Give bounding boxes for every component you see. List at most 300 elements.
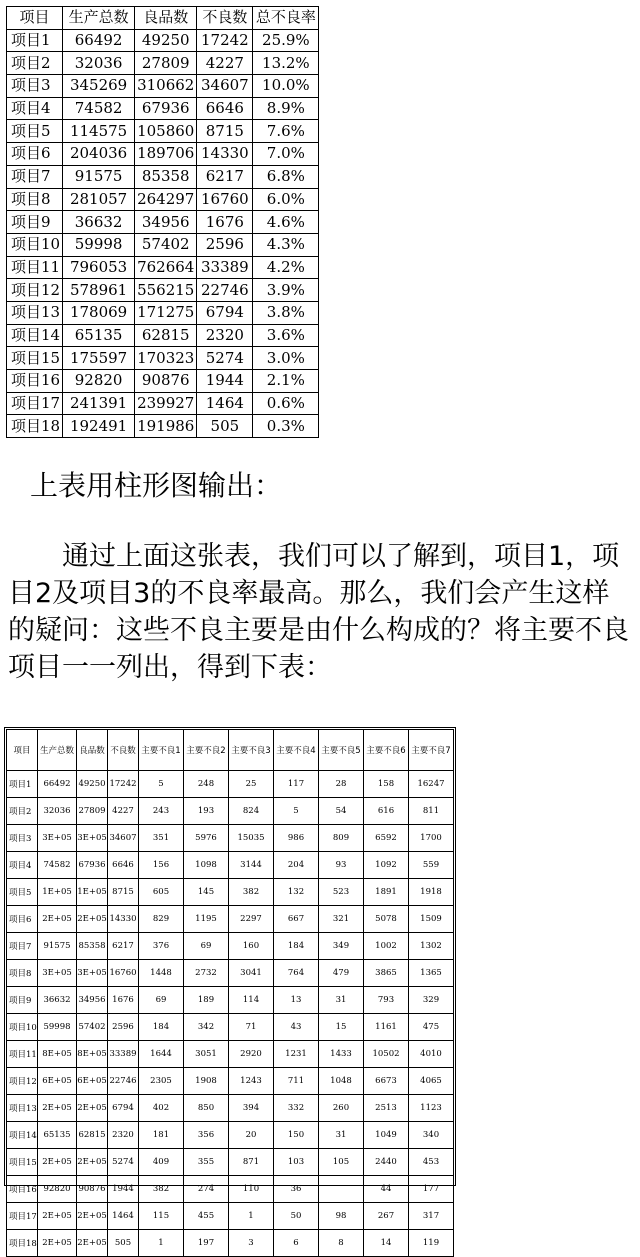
row-label: 项目12 [7,279,63,302]
table-cell: 34607 [108,825,139,852]
table-cell: 8715 [108,879,139,906]
table-cell: 114 [229,987,274,1014]
table-cell: 2513 [364,1095,409,1122]
row-label: 项目12 [7,1068,38,1095]
table-cell: 986 [274,825,319,852]
row-label: 项目7 [7,933,38,960]
row-label: 项目18 [7,1230,38,1257]
table-cell: 1098 [184,852,229,879]
table-cell: 14330 [108,906,139,933]
table-cell: 824 [229,798,274,825]
table-cell: 36632 [63,211,135,234]
table-cell: 809 [319,825,364,852]
table-row [7,1122,454,1149]
table-row [7,392,319,415]
table-cell: 453 [409,1149,454,1176]
table-cell: 260 [319,1095,364,1122]
table-row [7,1068,454,1095]
table-cell: 3E+05 [77,960,108,987]
table-cell: 2E+05 [38,906,77,933]
table-cell: 57402 [135,233,197,256]
table-cell: 6217 [197,165,253,188]
table-cell: 67936 [135,97,197,120]
table-cell: 6E+05 [77,1068,108,1095]
table-cell: 105860 [135,120,197,143]
table-cell: 8.9% [253,97,319,120]
table-cell: 616 [364,798,409,825]
table-cell: 1048 [319,1068,364,1095]
table-cell: 49250 [77,771,108,798]
table-cell: 62815 [135,324,197,347]
row-label: 项目5 [7,120,63,143]
table-cell: 49250 [135,29,197,52]
table-cell: 2320 [108,1122,139,1149]
table-cell: 1365 [409,960,454,987]
table-cell: 5 [139,771,184,798]
row-label: 项目15 [7,347,63,370]
table-cell: 184 [139,1014,184,1041]
row-label: 项目2 [7,52,63,75]
table-cell: 181 [139,1122,184,1149]
table-row [7,165,319,188]
table-cell: 317 [409,1203,454,1230]
table-cell: 4.3% [253,233,319,256]
table-cell: 6794 [108,1095,139,1122]
table-cell: 204 [274,852,319,879]
table-cell: 192491 [63,415,135,438]
table-row [7,347,319,370]
table-cell: 10.0% [253,75,319,98]
table-cell: 2732 [184,960,229,987]
table-cell: 189706 [135,143,197,166]
table-cell: 85358 [77,933,108,960]
table-cell: 69 [184,933,229,960]
analysis-paragraph: 通过上面这张表，我们可以了解到，项目1，项目2及项目3的不良率最高。那么，我们会产生这样的疑问：这些不良主要是由什么构成的？将主要不良项目一一列出，得到下表： [8,541,629,683]
table-cell: 197 [184,1230,229,1257]
table-cell: 4065 [409,1068,454,1095]
row-label: 项目14 [7,324,63,347]
table-cell: 90876 [135,370,197,393]
table-row [7,370,319,393]
table-row [7,301,319,324]
header-cell: 良品数 [135,7,197,30]
table-cell: 7.6% [253,120,319,143]
table-cell: 1464 [197,392,253,415]
table-cell: 33389 [197,256,253,279]
table-cell: 74582 [63,97,135,120]
row-label: 项目14 [7,1122,38,1149]
table-cell: 6.0% [253,188,319,211]
table-cell: 59998 [63,233,135,256]
table-row [7,233,319,256]
table-cell: 329 [409,987,454,1014]
table-cell: 1243 [229,1068,274,1095]
table-cell: 762664 [135,256,197,279]
row-label: 项目3 [7,75,63,98]
row-label: 项目7 [7,165,63,188]
table-cell: 175597 [63,347,135,370]
table-cell: 85358 [135,165,197,188]
table-cell: 189 [184,987,229,1014]
table-cell: 14330 [197,143,253,166]
table-cell: 479 [319,960,364,987]
table-row [7,120,319,143]
table-cell: 796053 [63,256,135,279]
table-cell: 1944 [108,1176,139,1203]
table-cell: 1644 [139,1041,184,1068]
table-row [7,97,319,120]
table-cell: 264297 [135,188,197,211]
table-cell: 1700 [409,825,454,852]
table-row [7,987,454,1014]
table-cell: 34956 [77,987,108,1014]
table-cell: 67936 [77,852,108,879]
table-cell: 667 [274,906,319,933]
table-row [7,933,454,960]
table-cell: 2305 [139,1068,184,1095]
table-cell: 3144 [229,852,274,879]
table-cell: 243 [139,798,184,825]
table-cell: 158 [364,771,409,798]
table-cell: 355 [184,1149,229,1176]
table-cell: 193 [184,798,229,825]
table-cell: 27809 [77,798,108,825]
table-row [7,771,454,798]
table-cell: 332 [274,1095,319,1122]
table-row [7,29,319,52]
table-cell: 22746 [197,279,253,302]
table-cell: 15035 [229,825,274,852]
table-cell: 27809 [135,52,197,75]
table-row [7,1230,454,1257]
table-cell: 239927 [135,392,197,415]
table-cell: 92820 [63,370,135,393]
table-cell: 1002 [364,933,409,960]
table-cell: 119 [409,1230,454,1257]
table-cell: 345269 [63,75,135,98]
table-cell: 103 [274,1149,319,1176]
row-label: 项目5 [7,879,38,906]
header-row [7,730,454,771]
table-cell: 115 [139,1203,184,1230]
table-cell: 394 [229,1095,274,1122]
table-cell: 31 [319,987,364,1014]
table-cell: 1049 [364,1122,409,1149]
table-cell: 8 [319,1230,364,1257]
table-cell: 475 [409,1014,454,1041]
table-cell: 6646 [108,852,139,879]
table-cell: 3051 [184,1041,229,1068]
table-cell: 0.3% [253,415,319,438]
table-cell: 3865 [364,960,409,987]
header-cell: 生产总数 [63,7,135,30]
table-cell: 3E+05 [38,960,77,987]
row-label: 项目16 [7,1176,38,1203]
table-cell: 4.6% [253,211,319,234]
table-cell: 17242 [108,771,139,798]
table-cell: 14 [364,1230,409,1257]
table-cell: 829 [139,906,184,933]
table-cell: 3.8% [253,301,319,324]
table-row [7,825,454,852]
table-cell: 66492 [63,29,135,52]
table-cell: 5976 [184,825,229,852]
table-cell: 16247 [409,771,454,798]
table-row [7,52,319,75]
table-cell: 1E+05 [38,879,77,906]
header-cell: 不良数 [108,730,139,771]
table-cell: 31 [319,1122,364,1149]
table-cell: 1195 [184,906,229,933]
table-cell: 2440 [364,1149,409,1176]
table-cell: 4227 [108,798,139,825]
header-cell: 主要不良3 [229,730,274,771]
header-cell: 总不良率 [253,7,319,30]
table-cell: 241391 [63,392,135,415]
table-cell: 25.9% [253,29,319,52]
table-cell: 4227 [197,52,253,75]
table-cell: 204036 [63,143,135,166]
table-cell: 6592 [364,825,409,852]
table-cell: 36 [274,1176,319,1203]
table-cell: 54 [319,798,364,825]
table-cell: 25 [229,771,274,798]
table-cell: 1676 [197,211,253,234]
row-label: 项目8 [7,960,38,987]
row-label: 项目9 [7,987,38,1014]
header-cell: 项目 [7,7,63,30]
table-cell: 160 [229,933,274,960]
table-cell: 28 [319,771,364,798]
table-cell: 3E+05 [77,825,108,852]
table-cell: 32036 [38,798,77,825]
table-cell: 321 [319,906,364,933]
table-cell: 1509 [409,906,454,933]
table-cell: 2E+05 [77,1095,108,1122]
table-cell: 1433 [319,1041,364,1068]
header-cell: 主要不良7 [409,730,454,771]
table-cell: 150 [274,1122,319,1149]
table-cell: 22746 [108,1068,139,1095]
table-cell: 6.8% [253,165,319,188]
table-cell: 43 [274,1014,319,1041]
header-cell: 主要不良6 [364,730,409,771]
table-cell: 3.9% [253,279,319,302]
table-cell: 69 [139,987,184,1014]
table-cell: 2E+05 [38,1230,77,1257]
table-cell: 711 [274,1068,319,1095]
table-cell: 65135 [63,324,135,347]
row-label: 项目6 [7,906,38,933]
row-label: 项目13 [7,301,63,324]
table-cell: 382 [229,879,274,906]
table-cell: 1302 [409,933,454,960]
table-cell: 92820 [38,1176,77,1203]
table-cell: 44 [364,1176,409,1203]
table-cell: 1891 [364,879,409,906]
table-cell: 98 [319,1203,364,1230]
table-row [7,1014,454,1041]
table-cell: 1676 [108,987,139,1014]
table-cell: 3041 [229,960,274,987]
table-cell: 340 [409,1122,454,1149]
table-cell: 1918 [409,879,454,906]
table-cell: 34956 [135,211,197,234]
table-cell: 16760 [197,188,253,211]
table-row [7,852,454,879]
row-label: 项目17 [7,392,63,415]
table-cell: 4.2% [253,256,319,279]
defect-rate-table [6,6,319,438]
chart-caption: 上表用柱形图输出： [30,469,283,502]
table-cell: 74582 [38,852,77,879]
table-cell: 178069 [63,301,135,324]
table-cell: 3E+05 [38,825,77,852]
table-cell [319,1176,364,1203]
row-label: 项目15 [7,1149,38,1176]
table-cell: 2596 [108,1014,139,1041]
table-cell: 5 [274,798,319,825]
row-label: 项目18 [7,415,63,438]
row-label: 项目4 [7,97,63,120]
row-label: 项目4 [7,852,38,879]
table-row [7,1041,454,1068]
row-label: 项目10 [7,1014,38,1041]
table-row [7,1203,454,1230]
table-cell: 342 [184,1014,229,1041]
table-row [7,1149,454,1176]
header-cell: 主要不良5 [319,730,364,771]
table-cell: 7.0% [253,143,319,166]
table-cell: 811 [409,798,454,825]
table-cell: 59998 [38,1014,77,1041]
table-row [7,798,454,825]
table-cell: 2297 [229,906,274,933]
header-cell: 主要不良1 [139,730,184,771]
table-cell: 248 [184,771,229,798]
table-cell: 1092 [364,852,409,879]
table-cell: 382 [139,1176,184,1203]
table-cell: 2E+05 [77,1203,108,1230]
table-cell: 402 [139,1095,184,1122]
table-cell: 1E+05 [77,879,108,906]
table-cell: 33389 [108,1041,139,1068]
table-cell: 1231 [274,1041,319,1068]
table-cell: 93 [319,852,364,879]
table-cell: 376 [139,933,184,960]
table-cell: 274 [184,1176,229,1203]
row-label: 项目1 [7,771,38,798]
table-cell: 605 [139,879,184,906]
table-cell: 1161 [364,1014,409,1041]
table-row [7,879,454,906]
table-cell: 32036 [63,52,135,75]
table-cell: 455 [184,1203,229,1230]
row-label: 项目3 [7,825,38,852]
table-row [7,1095,454,1122]
table-row [7,143,319,166]
table-row [7,279,319,302]
row-label: 项目6 [7,143,63,166]
header-cell: 主要不良4 [274,730,319,771]
row-label: 项目17 [7,1203,38,1230]
table-row [7,415,319,438]
header-cell: 主要不良2 [184,730,229,771]
table-cell: 10502 [364,1041,409,1068]
table-row [7,906,454,933]
table-cell: 184 [274,933,319,960]
table-row [7,75,319,98]
table-cell: 91575 [38,933,77,960]
row-label: 项目9 [7,211,63,234]
table-cell: 0.6% [253,392,319,415]
table-cell: 105 [319,1149,364,1176]
table-cell: 2E+05 [77,906,108,933]
table-cell: 171275 [135,301,197,324]
table-cell: 349 [319,933,364,960]
table-cell: 1 [139,1230,184,1257]
header-cell: 良品数 [77,730,108,771]
table-cell: 62815 [77,1122,108,1149]
table-cell: 1464 [108,1203,139,1230]
table-cell: 3 [229,1230,274,1257]
row-label: 项目13 [7,1095,38,1122]
table-cell: 267 [364,1203,409,1230]
table-row [7,256,319,279]
row-label: 项目10 [7,233,63,256]
table-cell: 114575 [63,120,135,143]
table-row [7,324,319,347]
table-cell: 556215 [135,279,197,302]
table-cell: 523 [319,879,364,906]
table-cell: 6794 [197,301,253,324]
table-cell: 66492 [38,771,77,798]
table-cell: 90876 [77,1176,108,1203]
table-cell: 91575 [63,165,135,188]
table-cell: 310662 [135,75,197,98]
table-cell: 2920 [229,1041,274,1068]
table-cell: 177 [409,1176,454,1203]
table-cell: 110 [229,1176,274,1203]
row-label: 项目1 [7,29,63,52]
table-cell: 2E+05 [38,1149,77,1176]
table-cell: 578961 [63,279,135,302]
table-cell: 764 [274,960,319,987]
table-cell: 6E+05 [38,1068,77,1095]
table-row [7,960,454,987]
table-cell: 6673 [364,1068,409,1095]
table-cell: 170323 [135,347,197,370]
table-cell: 20 [229,1122,274,1149]
table-cell: 191986 [135,415,197,438]
table-cell: 1944 [197,370,253,393]
table-cell: 871 [229,1149,274,1176]
table-cell: 2.1% [253,370,319,393]
table-cell: 351 [139,825,184,852]
table-cell: 2E+05 [77,1149,108,1176]
header-cell: 不良数 [197,7,253,30]
header-row [7,7,319,30]
table-cell: 505 [108,1230,139,1257]
table-cell: 409 [139,1149,184,1176]
table-cell: 559 [409,852,454,879]
row-label: 项目11 [7,1041,38,1068]
table-cell: 13.2% [253,52,319,75]
table-cell: 145 [184,879,229,906]
table-cell: 1448 [139,960,184,987]
table-cell: 3.0% [253,347,319,370]
header-cell: 项目 [7,730,38,771]
